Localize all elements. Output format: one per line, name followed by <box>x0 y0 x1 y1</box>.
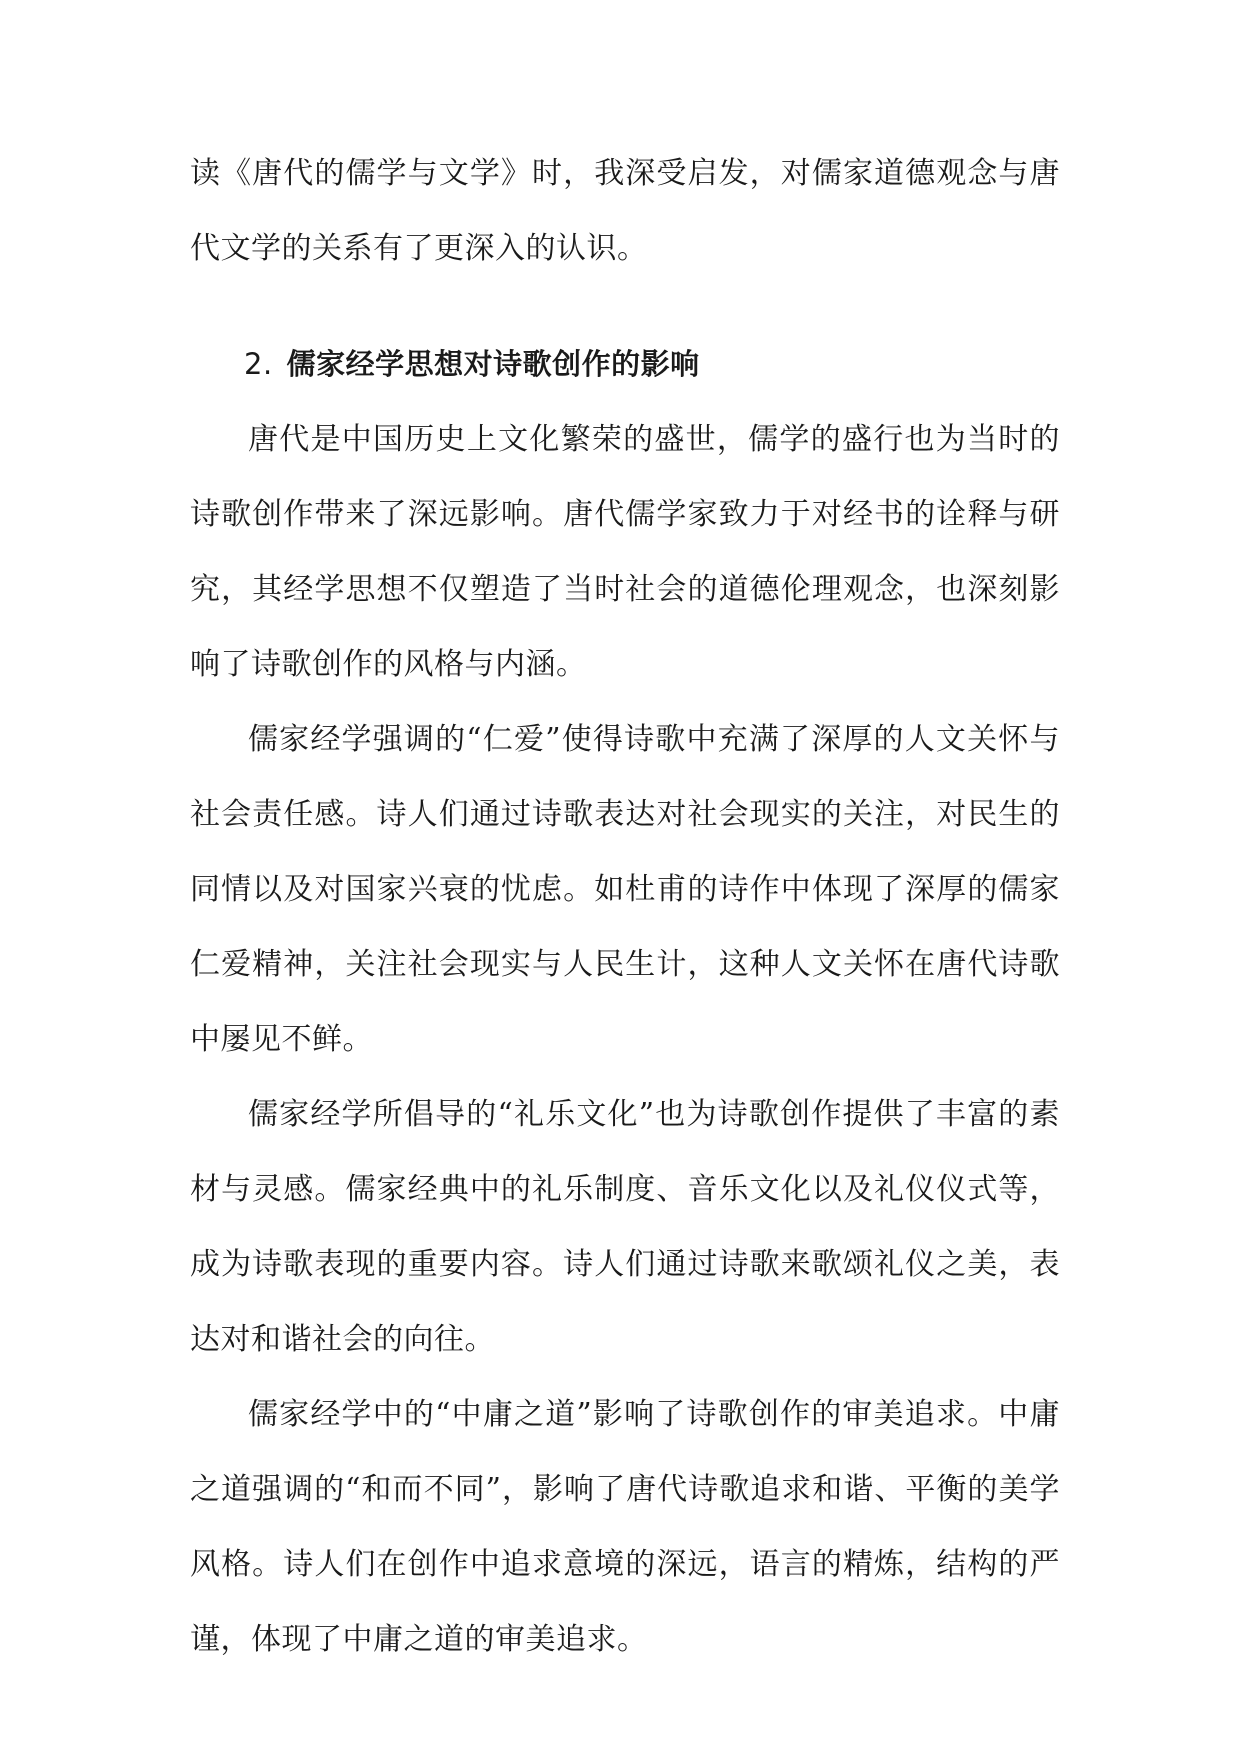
intro-paragraph: 读《唐代的儒学与文学》时，我深受启发，对儒家道德观念与唐代文学的关系有了更深入的认识。 <box>190 156 1060 266</box>
body-paragraph-2: 儒家经学强调的“仁爱”使得诗歌中充满了深厚的人文关怀与社会责任感。诗人们通过诗歌表达对社会现实的关注，对民生的同情以及对国家兴衰的忧虑。如杜甫的诗作中体现了深厚的儒家仁爱精神，关注社会现实与人民生计，这种人文关怀在唐代诗歌中屡见不鲜。 <box>190 722 1060 1057</box>
section-title: 儒家经学思想对诗歌创作的影响 <box>286 347 700 381</box>
section-heading <box>190 327 1060 402</box>
body-paragraph-3: 儒家经学所倡导的“礼乐文化”也为诗歌创作提供了丰富的素材与灵感。儒家经典中的礼乐制度、音乐文化以及礼仪仪式等，成为诗歌表现的重要内容。诗人们通过诗歌来歌颂礼仪之美，表达对和谐社会的向往。 <box>190 1097 1060 1357</box>
body-paragraph-1: 唐代是中国历史上文化繁荣的盛世，儒学的盛行也为当时的诗歌创作带来了深远影响。唐代儒学家致力于对经书的诠释与研究，其经学思想不仅塑造了当时社会的道德伦理观念，也深刻影响了诗歌创作的风格与内涵。 <box>190 422 1060 682</box>
section-spacer <box>190 286 1060 327</box>
body-paragraph-4: 儒家经学中的“中庸之道”影响了诗歌创作的审美追求。中庸之道强调的“和而不同”，影响了唐代诗歌追求和谐、平衡的美学风格。诗人们在创作中追求意境的深远，语言的精炼，结构的严谨，体现了中庸之道的审美追求。 <box>190 1397 1060 1657</box>
document-body <box>190 136 1060 1677</box>
section-number: 2. <box>244 347 273 381</box>
